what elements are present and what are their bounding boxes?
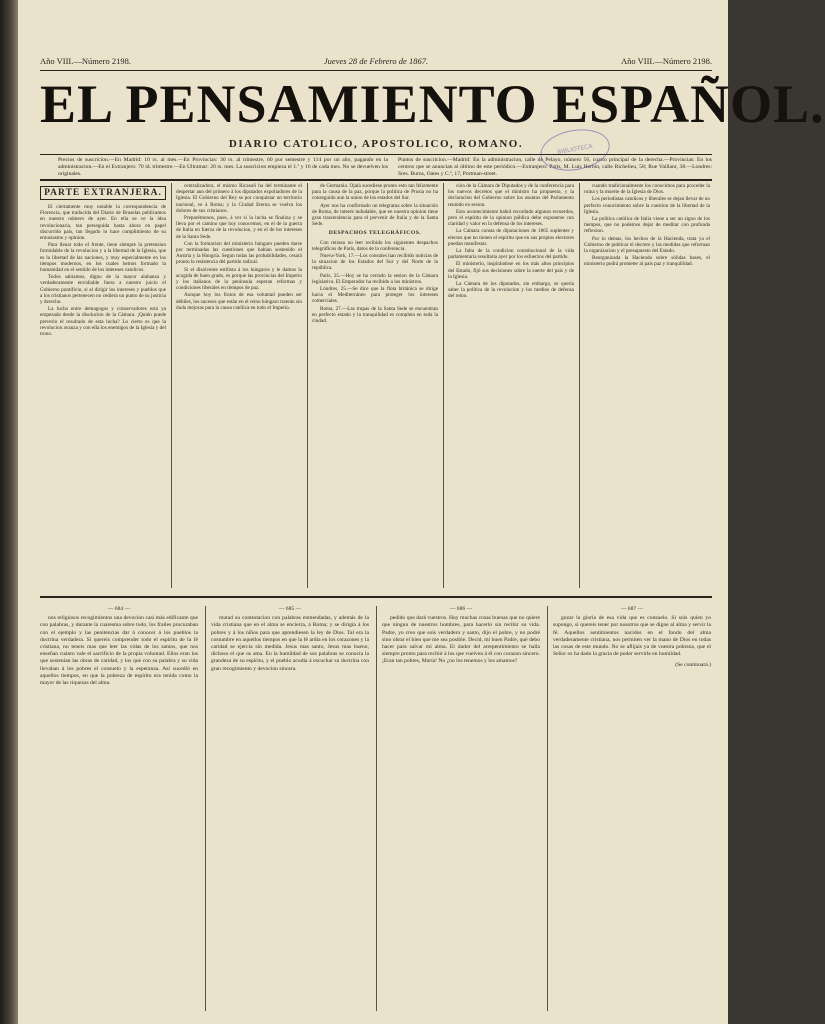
- paragraph: La Cámara de los diputados, sin embargo, se quería saber la política de la revolucion y los medios de defensa del reino.: [448, 281, 574, 300]
- folletin-column-1: [40, 606, 198, 1016]
- subscription-points: Puntos de suscricion.—Madrid: En la administracion, calle de Pelayo, número 56, cuarto principal de la derecha.—Provincias: En los centros que se anuncian al último de este periódico.—Extranjero: París, M. Luis Herbin, calle Richelieu, 58; Rue Vaillant, 38.—Londres: Sres. Burns, Oates y C.ª, 17, Portman-street.: [398, 157, 712, 177]
- column-5: [584, 183, 710, 588]
- paragraph: Nueva-York, 17.—Los consules han recibido noticias de la situacion de los Estados del Sur y del Norte de la república.: [312, 253, 438, 272]
- paragraph: Preparémonos, pues, á ver si la lucha se finaliza y se lleva por el camino que hoy conocemos, en el de la guerra de Italia en fuerza de la revolucion, y en el de los intereses de la Santa Sede.: [176, 215, 302, 240]
- subscription-prices: Precios de suscricion.—En Madrid: 10 rs. al mes.—En Provincias: 30 rs. al trimestre, 60 por semestre y 114 por un año, pagando en la administracion.—En el Extranjero: 70 id. trimestre.—En Ultramar: 20 rs. mes. La suscricion empieza el 1.º y 16 de cada mes. No se devuelven los originales.: [58, 157, 388, 177]
- paragraph: Con la formacion del ministerio húngaro pueden darse por terminadas las cuestiones que habian sostenido el Austria y la Hungría. Segun todas las probabilidades, cesará pronto la resistencia del partido radical.: [176, 240, 302, 266]
- paragraph: Por lo demas, los hechos de la Hacienda, trata ya el Gobierno de publicar el decreto y las medidas que reforman la organizacion y el presupuesto del Estado.: [584, 235, 710, 255]
- main-columns: [40, 183, 712, 588]
- book-spine: [0, 0, 18, 1024]
- issue-strip: [40, 56, 712, 66]
- folletin-page-number: — 685 —: [278, 606, 302, 612]
- telegrams-heading: DESPACHOS TELEGRÁFICOS.: [328, 230, 422, 237]
- column-1: [40, 183, 166, 588]
- folletin-text: nos religiosos recogimientos una devocion casi más edificante que con palabras, y durante la cuaresma sobre todo, los frailes procuraban con el ejemplo y las penitencias dar á conocer á los pueblos la doctrina verdadera. Si quereis comprender todo el espíritu de la fé cristiana, no teneis mas que leer las vidas de los santos, que nos enseñan cuánto vale el sacrificio de la propia voluntad. Ellos eran los que sostenian las obras de caridad, y los que con su palabra y su vida llevaban á los pobres el consuelo y la esperanza. Así sucedió en aquellos tiempos, en que la pobreza de espíritu era tenida como la mayor de las riquezas del alma.: [40, 615, 198, 687]
- folletin-divider: [376, 606, 377, 1011]
- top-rule: [40, 70, 712, 71]
- paragraph: Esto acontecimiento habrá recordado algunos recuerdos, pero el espíritu de la opinion pública debe exponerse con claridad y valor en la defensa de los intereses.: [448, 208, 574, 228]
- paragraph: ción de la Cámara de Diputados y de la conferencia para los nuevos decretos que el ministro ha propuesto, y la declaracion del Gobierno sobre los asuntos del Parlamento reunido en sesion.: [448, 183, 574, 208]
- masthead-title: EL PENSAMIENTO ESPAÑOL.: [40, 74, 825, 134]
- folletin-page-number: — 687 —: [620, 606, 644, 612]
- issue-number-left: Año VIII.—Número 2198.: [40, 56, 131, 66]
- paragraph: El ciertamente muy notable la correspondencia de Florencia, que traducida del Diario de Bruselas publicamos en nuestro número de ayer. En ella se ve la idea revolucionaria, tan perseguida hasta ahora en papel discurrido pais, tan llegado lo hace cumplimiento de su entusiasmo y opinion.: [40, 204, 166, 242]
- paragraph: de Germania. Ojalá sucediese pronto esto tan felizmente para la causa de la paz, porque la política de Prusia no ha conseguido aun la union de los estados del Sur.: [312, 183, 438, 202]
- paragraph: La Cámara consta de diputaciones de 1865 suplentes y electos que no tienen el espíritu que en sus propios electores puedan manifestar.: [448, 228, 574, 247]
- issue-date: Jueves 28 de Febrero de 1867.: [323, 56, 429, 66]
- paragraph: Los periodistas catolicos y liberales se dejan llevar de un perfecto conocimiento sobre la cuestion de la libertad de la Iglesia.: [584, 196, 710, 215]
- paragraph: Si el disolvente estilista á los húngaros y le damos la acogida de buen grado, es porque las provincias del Imperio y los italianos de la península esperan reformas y condiciones liberales en tiempos de paz.: [176, 266, 302, 292]
- folletin-divider: [205, 606, 206, 1011]
- column-divider: [171, 183, 172, 588]
- paragraph: cuando tradicionalmente los conocimos para proceder la ruina y la muerte de la Iglesia de Dios.: [584, 183, 710, 196]
- paragraph: Todos sabiamos, digno de la mayor alabanza y verdaderamente envidiable fuera a nuestro juicio el Gobierno pontificio, si al dirigir los intereses y pueblos que a los cristianos pertenecen no cediera un punto de su justicia y derecho.: [40, 274, 166, 306]
- folletin-divider: [547, 606, 548, 1011]
- paragraph: París, 25.—Hoy se ha cerrado la sesion de la Cámara legislativa. El Emperador ha recibido a los ministros.: [312, 272, 438, 285]
- folletin-page-number: — 684 —: [107, 606, 131, 612]
- folletin-column-4: [553, 606, 711, 1016]
- folletin-column-2: [211, 606, 369, 1016]
- paragraph: Lóndres, 25.—Se dice que la flota británica se dirige hacia el Mediterráneo para proteger los intereses comerciales.: [312, 286, 438, 305]
- subtitle-rule: [40, 154, 712, 155]
- paragraph: Ayer nos ha confirmado un telegrama sobre la situación de Roma, de interés indudable, que en nuestra opinion tiene gran trascendencia para el porvenir de Italia y de la Santa Sede.: [312, 202, 438, 228]
- folletin-text: mutad su contestacion con palabras enmendadas, y además de la vida cristiana que en el alma se encierra, á Roma; y se dirigía á los pobres y á los niños para que aprendiesen la ley de Dios. Tal era la costumbre en aquellos tiempos en que la fé ardía en los corazones y la caridad se ejercía sin medida. Jesus mas santo, Jesus mas bueno, dichoso el que os ama. En la humildad de sus palabras se conocía la grandeza de su espíritu, y el pueblo acudía á escuchar su doctrina con gran recogimiento y devocion sincera.: [211, 615, 369, 672]
- paragraph: Roma, 27.—Las tropas de la Santa Sede se encuentran en perfecto estado y la tranquilidad es completa en toda la ciudad.: [312, 305, 438, 325]
- library-stamp: BIBLIOTECA: [537, 124, 613, 176]
- paragraph: La política católica de Italia viene a ser un signo de los tiempos, que no podemos dejar de meditar con profunda reflexion.: [584, 216, 710, 235]
- paragraph: centralizadora, el mismo Ricasoli ha del terminante el despertar aun del primero à los diputados expoliadores de la Iglesia. El Gobierno del Rey se por conquistar un territorio nacional, ve á Roma; y la Ciudad Eterna se vuelva los dolores de sus cristianos.: [176, 183, 302, 214]
- paragraph: Reorganizada la Hacienda sobre sólidas bases, el ministerio podrá prometer al pais paz y tranquilidad.: [584, 255, 710, 268]
- paragraph: La falta de la condicion constitucional de la vida parlamentaria resultaria ayer por los esfuerzos del partido.: [448, 248, 574, 261]
- header-bottom-rule: [40, 179, 712, 181]
- masthead-subtitle: DIARIO CATOLICO, APOSTOLICO, ROMANO.: [228, 138, 524, 150]
- folletin-text: gozar la gloria de esa vida que es consuelo. Si sois quien yo supongo, si quereis tener por nosotros que se digne al alma y servir la fé. Aquellos sentimientos nacidos en el fondo del alma verdaderamente cristiana, nos permiten ver la mano de Dios en todas las cosas de este mundo. No se aflijais ya de vuestra pobreza, que el Señor os ha dado la gracia de poder servirle en humildad.: [553, 615, 711, 658]
- column-divider: [307, 183, 308, 588]
- folletin-column-3: [382, 606, 540, 1016]
- section-heading: PARTE EXTRANJERA.: [40, 186, 166, 200]
- paragraph: El ministerio, inspirándose en los más altos principios del Estado, fijó sus decisiones sobre la suerte del país y de la Iglesia.: [448, 261, 574, 280]
- paragraph: Aunque hoy los frutos de esa voluntad pueden ser débiles, los sucesos que están en el reino húngaro traerán sin duda mejoras para la causa católica en todo el Imperio.: [176, 292, 302, 311]
- column-divider: [443, 183, 444, 588]
- paragraph: Con retraso no leer recibido los siguientes despachos telegráficos de París, datos de la conferencia.: [312, 239, 438, 252]
- folletin-page-number: — 686 —: [449, 606, 473, 612]
- folletin-signature: (Se continuará.): [675, 662, 711, 669]
- issue-number-right: Año VIII.—Número 2198.: [621, 56, 712, 66]
- paragraph: La lucha entre demagogos y conservadores está ya empezada desde la disolucion de la Cámara. ¡Quién puede preverlo el resultado de esta lucha? Lo cierto es que la revolucion avanza y con ella los enemigos de la Iglesia y del trono.: [40, 306, 166, 338]
- folletin-text: pedido que dará vuestros. Hoy muchas cosas buenas que no quiere que ningun de nuestros hombres, para hacerlo sin recibir su vida. Padre, yo creo que sois verdadero y santo, dijo el pobre, y no podré sino obrar el bien que me sea posible. Decid, mi buen Padre, qué debo hacer para salvar mi alma. El dador del arrepentimiento se halla siempre pronto para recibir á los que vuelven á él con corazon sincero. ¡Eran tan pobres, María! No ¿no los tenemos y los amamos?: [382, 615, 540, 665]
- column-divider: [579, 183, 580, 588]
- column-3: [312, 183, 438, 588]
- paragraph: Para llenar todo el frente, tiene siempre la pretension formidable de la revolucion y a la libertad de la Iglesia, que es la libertad de las naciones, y muy especialmente en los tiempos modernos, en los cuales hemos formado la humanidad en el sentido de los intereses catolicos.: [40, 242, 166, 274]
- column-2: [176, 183, 302, 588]
- column-4: [448, 183, 574, 588]
- folletin-rule: [40, 596, 712, 598]
